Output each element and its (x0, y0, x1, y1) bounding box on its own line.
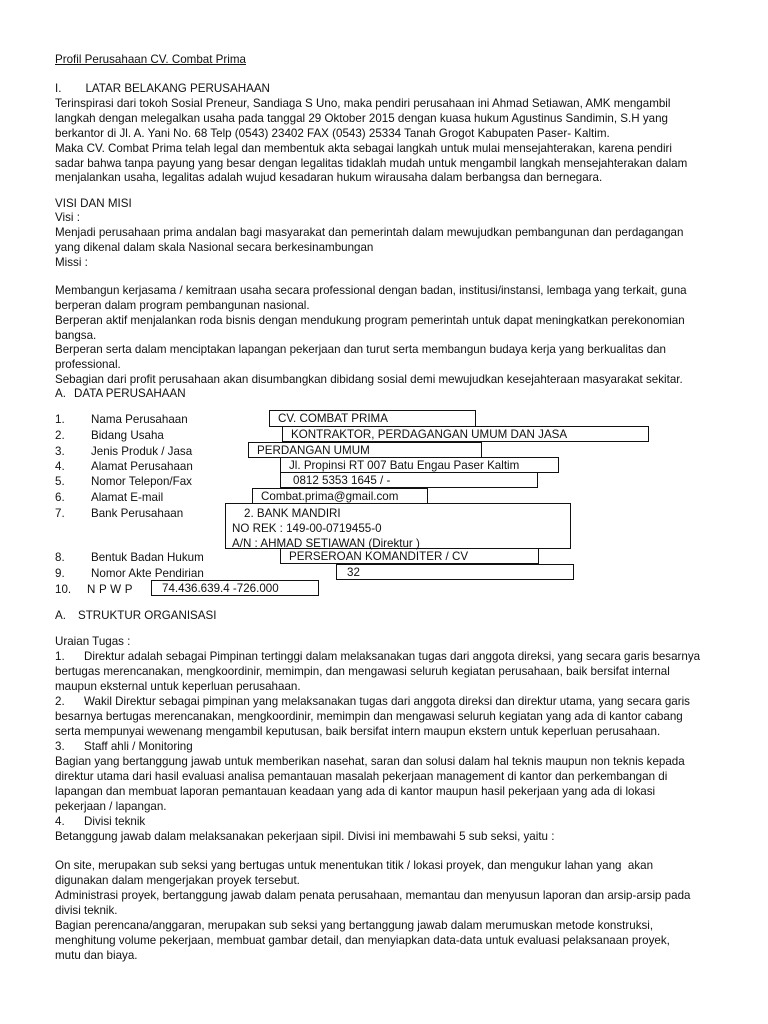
row-label-akte: Nomor Akte Pendirian (91, 567, 204, 580)
struktur-title: STRUKTUR ORGANISASI (77, 609, 217, 622)
tugas-line: 1. Direktur adalah sebagai Pimpinan tertinggi dalam melaksanakan tugas dari anggota direksi, yang secara garis besarnya (55, 650, 701, 663)
sub-seksi-line: menghitung volume pekerjaan, membuat gambar detail, dan menyiapkan data-data untuk evaluasi pelaksanaan proyek, (55, 934, 670, 947)
value-box-bidang: KONTRAKTOR, PERDAGANGAN UMUM DAN JASA (282, 426, 649, 442)
row-number: 8. (55, 551, 65, 564)
section1-line: sadar bahwa tanpa payung yang besar dengan legalitas tidaklah mudah untuk mengambil langkah mensejahterakan dalam (55, 157, 688, 170)
tugas-line: lapangan dan membuat laporan pemantauan keadaan yang ada di kantor maupun hasil pekerjaan yang ada di lokasi (55, 785, 656, 798)
section1-line: langkah dengan melegalkan usaha pada tanggal 29 Oktober 2015 dengan kuasa hukum Agustinus Sandimin, S.H yang (55, 112, 668, 125)
data-perusahaan-letter: A. (55, 387, 66, 400)
row-number: 1. (55, 413, 65, 426)
row-label-bidang: Bidang Usaha (91, 429, 164, 442)
sub-seksi-line: Administrasi proyek, bertanggung jawab dalam penata perusahaan, memantau dan menyusun laporan dan arsip-arsip pada (55, 889, 691, 902)
section1-line: berkantor di Jl. A. Yani No. 68 Telp (0543) 23402 FAX (0543) 25334 Tanah Grogot Kabupaten Paser- Kaltim. (55, 127, 610, 140)
value-box-npwp: 74.436.639.4 -726.000 (151, 580, 319, 596)
tugas-line: bertugas merencanakan, mengkoordinir, memimpin, dan mengawasi seluruh kegiatan perusahaan, baik bersifat internal (55, 665, 670, 678)
row-number: 10. (55, 583, 72, 596)
bank-account-number: NO REK : 149-00-0719455-0 (232, 522, 382, 535)
row-label-email: Alamat E-mail (91, 491, 164, 504)
data-perusahaan-heading (55, 386, 186, 401)
misi-line: bangsa. (55, 329, 97, 342)
misi-line: Membangun kerjasama / kemitraan usaha secara professional dengan badan, institusi/instansi, lembaga yang terkait, guna (55, 284, 687, 297)
section1-line: Terinspirasi dari tokoh Sosial Preneur, Sandiaga S Uno, maka pendiri perusahaan ini Ahmad Setiawan, AMK mengambil (55, 97, 671, 110)
misi-line: Berperan aktif menjalankan roda bisnis dengan mendukung program pemerintah untuk dapat meningkatkan perekonomian (55, 314, 685, 327)
sub-seksi-line: digunakan dalam mengerjakan proyek tersebut. (55, 874, 300, 887)
tugas-line: direktur utama dari hasil evaluasi analisa pemantauan masalah pekerjaan management di kantor dan perkembangan di (55, 770, 668, 783)
row-number: 6. (55, 491, 65, 504)
tugas-line: 2. Wakil Direktur sebagai pimpinan yang melaksanakan tugas dari anggota direksi dan direktur utama, yang secara garis (55, 695, 690, 708)
value-box-telepon: 0812 5353 1645 / - (280, 472, 538, 488)
section1-line: Maka CV. Combat Prima telah legal dan membentuk akta sebagai langkah untuk mulai mensejahterakan, karena pendiri (55, 142, 672, 155)
misi-label: Missi : (55, 256, 88, 269)
value-box-nama: CV. COMBAT PRIMA (269, 410, 476, 427)
document-title: Profil Perusahaan CV. Combat Prima (55, 53, 246, 66)
row-number: 2. (55, 429, 65, 442)
section1-heading (55, 81, 270, 96)
misi-line: professional. (55, 358, 121, 371)
row-label-alamat: Alamat Perusahaan (91, 460, 193, 473)
value-box-bank (225, 503, 571, 549)
tugas-line: Betanggung jawab dalam melaksanakan pekerjaan sipil. Divisi ini membawahi 5 sub seksi, yaitu : (55, 830, 555, 843)
value-box-jenis: PERDANGAN UMUM (248, 442, 482, 458)
tugas-line: maupun eksternal untuk keperluan perusahaan. (55, 680, 301, 693)
value-box-email: Combat.prima@gmail.com (252, 488, 428, 504)
misi-line: Berperan serta dalam menciptakan lapangan pekerjaan dan turut serta membangun budaya kerja yang berkualitas dan (55, 343, 666, 356)
row-number: 7. (55, 507, 65, 520)
misi-line: Sebagian dari profit perusahaan akan disumbangkan dibidang sosial demi mewujudkan kesejahteraan masyarakat sekitar. (55, 373, 683, 386)
tugas-line: besarnya bertugas merencanakan, mengkoordinir, memimpin dan mengawasi seluruh kegiatan yang ada di kantor cabang (55, 710, 683, 723)
row-label-npwp: N P W P (87, 583, 133, 596)
visi-line: yang dikenal dalam skala Nasional secara berkesinambungan (55, 241, 374, 254)
row-number: 5. (55, 475, 65, 488)
staff-ahli-heading: 3. Staff ahli / Monitoring (55, 740, 193, 753)
value-box-badan-hukum: PERSEROAN KOMANDITER / CV (280, 548, 539, 564)
divisi-teknik-heading: 4. Divisi teknik (55, 815, 146, 828)
row-label-telepon: Nomor Telepon/Fax (91, 475, 192, 488)
bank-name: 2. BANK MANDIRI (244, 507, 341, 520)
bank-account-holder: A/N : AHMAD SETIAWAN (Direktur ) (232, 537, 420, 550)
row-number: 9. (55, 567, 65, 580)
visi-misi-heading: VISI DAN MISI (55, 197, 132, 210)
struktur-letter: A. (55, 609, 66, 622)
row-label-nama: Nama Perusahaan (91, 413, 188, 426)
misi-line: berperan dalam program pembangunan nasional. (55, 299, 310, 312)
sub-seksi-line: On site, merupakan sub seksi yang bertugas untuk menentukan titik / lokasi proyek, dan mengukur lahan yang akan (55, 859, 654, 872)
sub-seksi-line: divisi teknik. (55, 904, 118, 917)
sub-seksi-line: mutu dan biaya. (55, 949, 138, 962)
row-label-bank: Bank Perusahaan (91, 507, 184, 520)
uraian-label: Uraian Tugas : (55, 635, 131, 648)
value-box-alamat: Jl. Propinsi RT 007 Batu Engau Paser Kaltim (280, 457, 559, 473)
tugas-line: Bagian yang bertanggung jawab untuk memberikan nasehat, saran dan solusi dalam hal teknis maupun non teknis kepada (55, 755, 685, 768)
row-number: 3. (55, 445, 65, 458)
data-perusahaan-title: DATA PERUSAHAAN (73, 387, 186, 400)
sub-seksi-line: Bagian perencana/anggaran, merupakan sub seksi yang bertanggung jawab dalam merumuskan metode konstruksi, (55, 919, 654, 932)
visi-line: Menjadi perusahaan prima andalan bagi masyarakat dan pemerintah dalam mewujudkan pembangunan dan perdagangan (55, 226, 684, 239)
value-box-akte: 32 (336, 564, 574, 580)
row-label-badan-hukum: Bentuk Badan Hukum (91, 551, 204, 564)
section1-number: I. (55, 82, 62, 95)
visi-label: Visi : (55, 211, 80, 224)
section1-title: LATAR BELAKANG PERUSAHAAN (85, 82, 270, 95)
tugas-line: pekerjaan / lapangan. (55, 800, 167, 813)
section1-line: menjalankan usaha, legalitas adalah wujud kesadaran hukum wirausaha dalam berbangsa dan bernegara. (55, 171, 603, 184)
struktur-heading (55, 608, 216, 623)
row-number: 4. (55, 460, 65, 473)
row-label-jenis: Jenis Produk / Jasa (91, 445, 193, 458)
tugas-line: serta mempunyai wewenang mengambil keputusan, baik bersifat intern maupun ekstern untuk keperluan perusahaan. (55, 725, 661, 738)
